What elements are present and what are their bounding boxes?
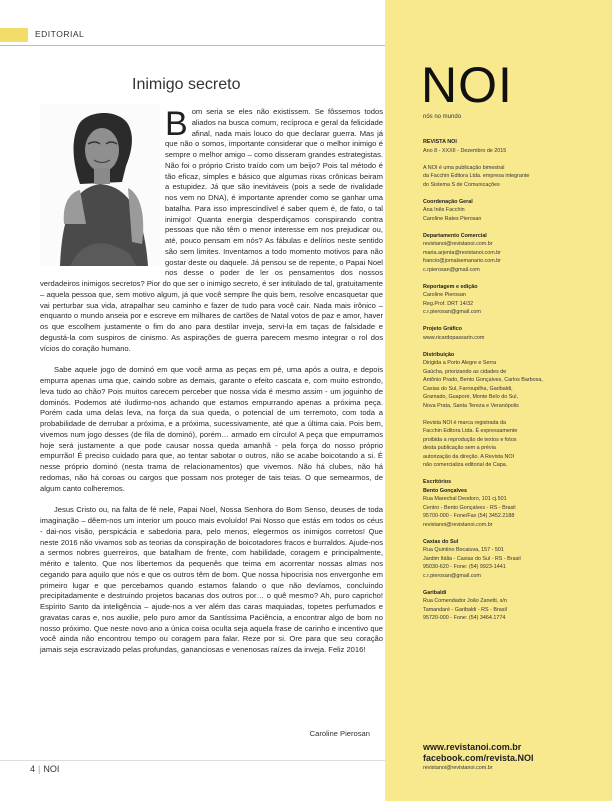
colophon-line: Nova Prata, Santa Tereza e Veranópolis bbox=[423, 402, 519, 409]
dropcap: B bbox=[165, 105, 188, 143]
section-tab-marker bbox=[0, 28, 28, 42]
colophon-line: Caroline Pierosan bbox=[423, 292, 466, 298]
colophon-line: Ano 8 - XXXII - Dezembro de 2015 bbox=[423, 147, 507, 154]
colophon-line: do Sistema S de Comunicações bbox=[423, 181, 500, 188]
section-divider bbox=[0, 45, 385, 46]
colophon-line: autorização da direção. A Revista NOI bbox=[423, 453, 515, 460]
colophon-line: Facchin Editora Ltda. É expressamente bbox=[423, 428, 518, 434]
colophon-line: Caxias do Sul, Farroupilha, Garibaldi, bbox=[423, 385, 513, 392]
colophon-heading: Caxias do Sul bbox=[423, 538, 459, 545]
colophon-block bbox=[423, 232, 593, 275]
folio-separator: | bbox=[38, 764, 41, 774]
colophon-line: Rua Quintino Bocaiuva, 157 - 501 bbox=[423, 547, 504, 553]
colophon-line: Caroline Rates Pierosan bbox=[423, 215, 482, 222]
colophon-block bbox=[423, 487, 593, 530]
colophon-block bbox=[423, 325, 593, 342]
colophon-heading: Garibaldi bbox=[423, 589, 447, 596]
colophon-heading: Coordenação Geral bbox=[423, 198, 473, 205]
colophon-line: revistanoi@revistanoi.com.br bbox=[423, 521, 493, 528]
colophon-line: Reg.Prof. DRT 14/32 bbox=[423, 300, 474, 307]
logo-tagline: nós no mundo bbox=[423, 114, 462, 120]
article-paragraph: Jesus Cristo ou, na falta de fé nele, Papai Noel, Nossa Senhora do Bom Senso, deuses de toda imaginação – dêem-nos um interior um pouco mais evoluído! Pai Nosso que estás em todos os céus - dai-nos visão, perspicácia e sabedoria para, pelo menos, elegermos os inimigos corretos! Que neste 2016 não vivamos sob as teorias da conspiração de boicotadores fracos e burraldos. Ajude-nos a sermos nobres guerreiros, que batalham de frente, com habilidade, coragem e principalmente, mérito e talento. Que nos libertemos da pequenês que teima em acorrentar nossas almas nos cegando para aquilo que nós e que os outros têm de bom. Que nossa hipocrisia nos envergonhe em primeiro lugar e que percebamos quando estamos falando o que não devíamos, concluindo precipitadamente e destruindo projetos bacanas dos outros por… o quê mesmo? Ah, puro capricho! Espírito Santo da inteligência – ajude-nos a ver além das caras maquiadas, topetes perfumados e gravatas caras e, nos auxilie, pelo puro amor da Santíssima Paciência, a encontrar algo de bom no nosso próximo. Que neste novo ano a única coisa oculta seja aquela frase de carinho e incentivo que você ainda não encontrou tempo ou coragem para falar. Reze por si. Ore para que seu coração jamais seja escravizado pelas profundas, gananciosas e venenosas raízes da inveja. Feliz 2016! bbox=[40, 505, 383, 654]
colophon-block bbox=[423, 589, 593, 623]
colophon-block bbox=[423, 283, 593, 317]
colophon-heading: Departamento Comercial bbox=[423, 232, 487, 239]
folio-magazine: NOI bbox=[43, 764, 60, 774]
colophon-line: Jardim Itália - Caxias do Sul - RS - Brasil bbox=[423, 555, 521, 562]
email-link[interactable]: revistanoi@revistanoi.com.br bbox=[423, 765, 493, 771]
colophon-line: www.ricardopassarin.com bbox=[423, 334, 485, 341]
colophon-block bbox=[423, 138, 593, 155]
website-link[interactable]: www.revistanoi.com.br bbox=[423, 742, 522, 752]
colophon-line: Revista NOI é marca registrada da bbox=[423, 419, 506, 426]
colophon-block bbox=[423, 164, 593, 190]
author-signature: Caroline Pierosan bbox=[309, 729, 370, 738]
colophon-line: 95720-000 - Fone: (54) 3464.1774 bbox=[423, 615, 506, 621]
colophon-line: A NOI é uma publicação bimestral bbox=[423, 164, 505, 171]
colophon-line: 95700-000 - Fone/Fax (54) 3452.2188 bbox=[423, 513, 515, 519]
article-title: Inimigo secreto bbox=[132, 76, 241, 93]
colophon-line: proibida a reprodução de textos e fotos bbox=[423, 436, 517, 443]
colophon-heading: REVISTA NOI bbox=[423, 139, 457, 145]
colophon-line: 95030-620 - Fone: (54) 9923-1441 bbox=[423, 564, 506, 570]
colophon-line: Centro - Bento Gonçalves - RS - Brasil bbox=[423, 504, 516, 511]
colophon-line: Rua Marechal Deodoro, 101 cj.501 bbox=[423, 496, 507, 502]
colophon-line: Tamandaré - Garibaldi - RS - Brasil bbox=[423, 606, 507, 613]
page-folio bbox=[30, 764, 59, 774]
colophon-text bbox=[423, 138, 593, 631]
colophon-heading: Projeto Gráfico bbox=[423, 326, 462, 332]
colophon-heading: Escritórios bbox=[423, 479, 452, 485]
colophon-heading: Distribuição bbox=[423, 351, 455, 358]
colophon-block bbox=[423, 478, 593, 487]
colophon-line: Dirigida a Porto Alegre e Serra bbox=[423, 360, 497, 366]
colophon-line: revistanoi@revistanoi.com.br bbox=[423, 241, 493, 247]
magazine-logo: NOI bbox=[421, 57, 513, 113]
article-paragraph: Sabe aquele jogo de dominó em que você arma as peças em pé, uma após a outra, e depois empurra apenas uma que, caindo sobre as demais, garante o efeito cascata e, com muito estrondo, leva tudo ao chão? Pois muitos carecem perceber que nossa vida é mesmo assim - um joguinho de dominós. Podemos até iludirmo-nos achando que estamos empurrando apenas a próxima peça. Porém cada uma delas leva, na força da sua queda, o potencial de um terremoto, com toda a probabilidade de derrubar a próxima, e a próxima, sucessivamente, até que a última caia. Pois bem, vivemos num jogo desses (de fila de dominó), porém… armado em círculo! A peça que empurramos hoje será justamente a que pode causar nossa queda amanhã - pela força do nosso próprio empurrão! É preciso cuidado para que, ao tentar sabotar o outros, não se acabe boicotando a si. É nesse próprio dominó (nesta trama de relacionamentos) que vivemos. Não há clubes, não há redomas, não há coroas ou cargos que possam nos proteger de tais teias. O que semearmos, de algum canto colheremos. bbox=[40, 365, 383, 493]
colophon-heading: Reportagem e edição bbox=[423, 283, 478, 290]
colophon-line: c.r.pierosan@gmail.com bbox=[423, 572, 481, 579]
colophon-line: c.rpierosan@gmail.com bbox=[423, 266, 480, 273]
colophon-line: Gaúcha, priorizando as cidades de bbox=[423, 368, 507, 375]
colophon-block bbox=[423, 419, 593, 470]
colophon-line: Antônio Prado, Bento Gonçalves, Carlos Barbosa, bbox=[423, 377, 543, 383]
colophon-line: Ana Inês Facchin bbox=[423, 207, 465, 213]
footer-divider bbox=[0, 760, 385, 761]
colophon-heading: Bento Gonçalves bbox=[423, 487, 468, 494]
colophon-line: maria.arjenta@revistanoi.com.br bbox=[423, 249, 501, 256]
colophon-line: c.r.pierosan@gmail.com bbox=[423, 309, 481, 315]
colophon-block bbox=[423, 198, 593, 224]
colophon-block bbox=[423, 538, 593, 581]
page-number: 4 bbox=[30, 764, 36, 774]
section-label: EDITORIAL bbox=[35, 29, 85, 39]
colophon-line: da Facchin Editora Ltda. empresa integrante bbox=[423, 173, 530, 179]
article-paragraph: Bom seria se eles não existissem. Se fôssemos todos aliados na busca comum, recíproca e geral da felicidade afinal, nada mais louco do que declarar guerra. Mas já que não o somos, importante considerar que o melhor inimigo é sempre o melhor amigo – como disseram grandes estrategistas. Não foi o próprio Cristo traído com um beijo? Pois tal método é tão eficaz, simples e básico que algumas rixas crônicas beiram a estupidez. Já que são inevitáveis (pois a sede de rivalidade nos vem no DNA), é importante aprender como se ganhar uma batalha. Para isso imprescindível é saber quem é, de fato, o tal inimigo! Quanta energia desperdiçamos conspirando contra pessoas que não têm o menor interesse em nos prejudicar ou, até, pouco pensam em nós? As fábulas e delírios neste sentido são sem limites. Inventamos a todo momento motivos para não gostar deste ou daquele. Já pensou se de repente, o Papai Noel nos desse o poder de ler os pensamentos dos nossos verdadeiros inimigos secretos? Pior do que ser o inimigo secreto, é ser intitulado de tal, gratuitamente – aquela pessoa que, sem motivo algum, já que você sempre lhe quis bem, resolve encasquetar que vai perturbar sua vida, atrapalhar seu caminho e fazer de tudo para você cair. Nada mais irônico – enquanto o mundo anseia por e escreve em milhares de cartões de Natal votos de paz e amor, haver os que escolhem justamente o fim do ano para destilar inveja, servi-la em taças de falsidade e degustá-la com suspiros de cinismo. As aspirações de guerra parecem mesmo integrar o rol dos vícios do coração humano. bbox=[40, 105, 383, 353]
colophon-line: francio@jornalsemanario.com.br bbox=[423, 258, 501, 264]
colophon-line: desta publicação sem a prévia bbox=[423, 445, 496, 451]
author-photo bbox=[40, 104, 160, 266]
colophon-line: não comercializa editorial de Capa. bbox=[423, 462, 508, 468]
colophon-line: Gramado, Guaporé, Monte Belo do Sul, bbox=[423, 394, 518, 400]
colophon-block bbox=[423, 351, 593, 411]
colophon-line: Rua Comendador João Zanetti, s/n bbox=[423, 598, 507, 604]
facebook-link[interactable]: facebook.com/revista.NOI bbox=[423, 753, 534, 763]
